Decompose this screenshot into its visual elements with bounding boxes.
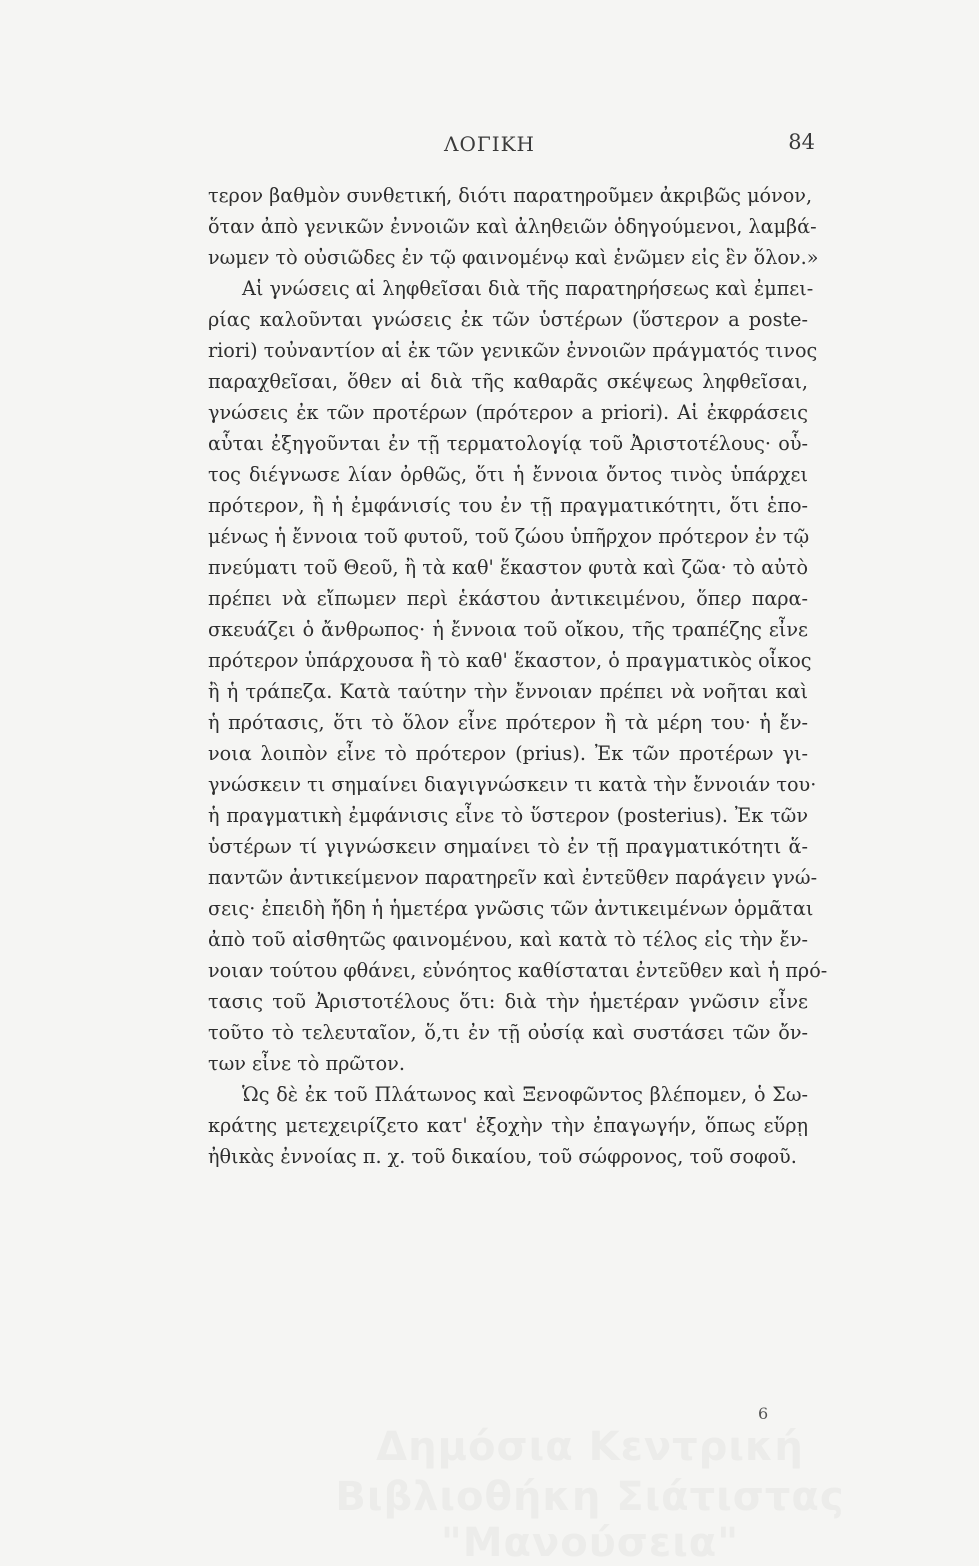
text-line: riori) τοὐναντίον αἱ ἐκ τῶν γενικῶν ἐννοιῶν πράγματός τινος [208, 339, 818, 362]
text-line: νωμεν τὸ οὐσιῶδες ἐν τῷ φαινομένῳ καὶ ἑνῶμεν εἰς ἓν ὅλον.» [208, 246, 819, 269]
text-line: Αἱ γνώσεις αἱ ληφθεῖσαι διὰ τῆς παρατηρήσεως καὶ ἐμπει- [242, 277, 814, 300]
text-line: ἀπὸ τοῦ αἰσθητῶς φαινομένου, καὶ κατὰ τὸ τέλος εἰς τὴν ἔν- [208, 928, 808, 951]
text-line: πρότερον ὑπάρχουσα ἢ τὸ καθ' ἕκαστον, ὁ πραγματικὸς οἶκος [208, 649, 812, 672]
text-line: μένως ἡ ἔννοια τοῦ φυτοῦ, τοῦ ζώου ὑπῆρχον πρότερον ἐν τῷ [208, 525, 810, 548]
text-line: των εἶνε τὸ πρῶτον. [208, 1052, 405, 1075]
text-line: ἡ πραγματικὴ ἐμφάνισις εἶνε τὸ ὕστερον (posterius). Ἐκ τῶν [208, 804, 808, 827]
text-line: τοῦτο τὸ τελευταῖον, ὅ,τι ἐν τῇ οὐσίᾳ καὶ συστάσει τῶν ὄν- [208, 1021, 808, 1044]
text-line: τασις τοῦ Ἀριστοτέλους ὅτι: διὰ τὴν ἡμετέραν γνῶσιν εἶνε [208, 990, 808, 1013]
text-line: αὗται ἐξηγοῦνται ἐν τῇ τερματολογίᾳ τοῦ Ἀριστοτέλους· οὗ- [208, 432, 808, 455]
text-line: πρότερον, ἢ ἡ ἐμφάνισίς του ἐν τῇ πραγματικότητι, ὅτι ἑπο- [208, 494, 808, 517]
library-watermark-line1: Δημόσια Κεντρική [376, 1424, 804, 1470]
text-line: νοια λοιπὸν εἶνε τὸ πρότερον (prius). Ἐκ τῶν προτέρων γι- [208, 742, 808, 765]
text-line: παραχθεῖσαι, ὅθεν αἱ διὰ τῆς καθαρᾶς σκέψεως ληφθεῖσαι, [208, 370, 808, 393]
text-line: ἠθικὰς ἐννοίας π. χ. τοῦ δικαίου, τοῦ σώφρονος, τοῦ σοφοῦ. [208, 1145, 797, 1168]
text-line: νοιαν τούτου φθάνει, εὐνόητος καθίσταται ἐντεῦθεν καὶ ἡ πρό- [208, 959, 828, 982]
library-watermark-line2: Βιβλιοθήκη Σιάτιστας "Μανούσεια" [335, 1474, 845, 1566]
text-line: γνώσεις ἐκ τῶν προτέρων (πρότερον a priori). Αἱ ἐκφράσεις [208, 401, 808, 424]
text-line: κράτης μετεχειρίζετο κατ' ἐξοχὴν τὴν ἐπαγωγήν, ὅπως εὕρῃ [208, 1114, 808, 1137]
page-number: 84 [788, 130, 815, 154]
text-line: πρέπει νὰ εἴπωμεν περὶ ἑκάστου ἀντικειμένου, ὅπερ παρα- [208, 587, 808, 610]
body-text [208, 180, 828, 1172]
running-header-title: ΛΟΓΙΚΗ [444, 132, 535, 156]
text-line: ὑστέρων τί γιγνώσκειν σημαίνει τὸ ἐν τῇ πραγματικότητι ἅ- [208, 835, 808, 858]
text-line: παντῶν ἀντικείμενον παρατηρεῖν καὶ ἐντεῦθεν παράγειν γνώ- [208, 866, 818, 889]
text-line: πνεύματι τοῦ Θεοῦ, ἢ τὰ καθ' ἕκαστον φυτὰ καὶ ζῶα· τὸ αὐτὸ [208, 556, 808, 579]
text-line: τος διέγνωσε λίαν ὀρθῶς, ὅτι ἡ ἔννοια ὄντος τινὸς ὑπάρχει [208, 463, 808, 486]
text-line: ρίας καλοῦνται γνώσεις ἐκ τῶν ὑστέρων (ὕστερον a poste- [208, 308, 808, 331]
text-line: τερον βαθμὸν συνθετική, διότι παρατηροῦμεν ἀκριβῶς μόνον, [208, 184, 813, 207]
text-line: ἡ πρότασις, ὅτι τὸ ὅλον εἶνε πρότερον ἢ τὰ μέρη του· ἡ ἔν- [208, 711, 808, 734]
text-line: ἢ ἡ τράπεζα. Κατὰ ταύτην τὴν ἔννοιαν πρέπει νὰ νοῆται καὶ [208, 680, 808, 703]
text-line: σκευάζει ὁ ἄνθρωπος· ἡ ἔννοια τοῦ οἴκου, τῆς τραπέζης εἶνε [208, 618, 808, 641]
signature-mark: 6 [758, 1404, 769, 1423]
text-line: ὅταν ἀπὸ γενικῶν ἐννοιῶν καὶ ἀληθειῶν ὁδηγούμενοι, λαμβά- [208, 215, 817, 238]
text-line: Ὡς δὲ ἐκ τοῦ Πλάτωνος καὶ Ξενοφῶντος βλέπομεν, ὁ Σω- [242, 1083, 808, 1106]
text-line: σεις· ἐπειδὴ ἤδη ἡ ἡμετέρα γνῶσις τῶν ἀντικειμένων ὁρμᾶται [208, 897, 814, 920]
text-line: γνώσκειν τι σημαίνει διαγιγνώσκειν τι κατὰ τὴν ἔννοιάν του· [208, 773, 817, 796]
